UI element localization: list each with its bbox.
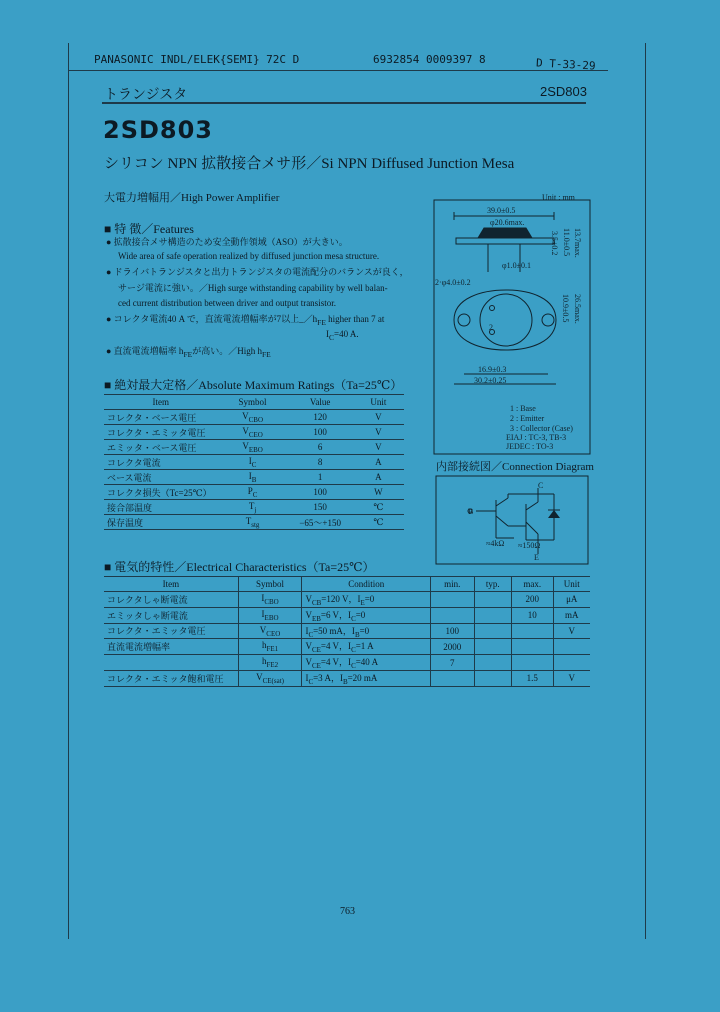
- item-cell: コレクタしゃ断電流: [104, 592, 238, 608]
- label-base: B: [468, 507, 474, 516]
- package-outline-drawing: [432, 198, 592, 456]
- symbol-cell: $V_{CEO}$: [238, 623, 302, 639]
- min-cell: [431, 670, 475, 686]
- label-collector: C: [538, 481, 544, 490]
- feature-3-line-1: ● コレクタ電流40 A で，直流電流増幅率が7以上$\_/h_{FE}$ higher than 7 at: [106, 314, 385, 327]
- flange-top: [454, 290, 556, 350]
- item-cell: ベース電流: [104, 470, 218, 485]
- unit-cell: μA: [553, 592, 590, 608]
- can-side: [478, 228, 532, 238]
- elec-row: [104, 670, 590, 686]
- elec-heading: ■ 電気的特性／Electrical Characteristics（Ta=25℃）: [104, 560, 375, 574]
- part-number-top: 2SD803: [540, 84, 587, 99]
- condition-cell: $V_{EB}=6$ V，$I_C=0$: [302, 607, 431, 623]
- unit-cell: V: [353, 410, 404, 425]
- condition-cell: $V_{CE}=4$ V，$I_C=1$ A: [302, 639, 431, 655]
- pkg-eiaj: EIAJ : TC-3, TB-3: [506, 433, 567, 442]
- feature-3-suffix: higher than 7 at: [328, 314, 385, 324]
- unit-cell: V: [353, 425, 404, 440]
- max-cell: [512, 639, 554, 655]
- label-r1: ≈4kΩ: [486, 539, 505, 548]
- unit-cell: ℃: [353, 500, 404, 515]
- item-cell: コレクタ・ベース電圧: [104, 410, 218, 425]
- maker-code: PANASONIC INDL/ELEK{SEMI} 72C D: [94, 53, 300, 66]
- elec-table: [104, 576, 590, 687]
- value-cell: 1: [288, 470, 353, 485]
- label-emitter: E: [534, 553, 539, 562]
- dim-hole-pitch: 16.9±0.3: [478, 365, 507, 374]
- dim-flange-len: 30.2±0.25: [474, 376, 507, 385]
- typ-cell: [474, 655, 511, 671]
- value-cell: −65～+150: [288, 515, 353, 530]
- col-item: Item: [104, 395, 218, 410]
- item-cell: コレクタ損失（Tc=25℃）: [104, 485, 218, 500]
- max-cell: 1.5: [512, 670, 554, 686]
- page-number: 763: [340, 906, 355, 917]
- min-cell: 7: [431, 655, 475, 671]
- abs-max-row: [104, 485, 404, 500]
- col-condition: Condition: [302, 577, 431, 592]
- symbol-cell: $h_{FE1}$: [238, 639, 302, 655]
- dim-pin-span: 10.9±0.5: [561, 294, 570, 323]
- symbol-cell: $I_B$: [218, 470, 288, 485]
- item-cell: 直流電流増幅率: [104, 639, 238, 655]
- max-cell: [512, 623, 554, 639]
- header-rule: [102, 102, 586, 104]
- item-cell: エミッタしゃ断電流: [104, 607, 238, 623]
- abs-max-row: [104, 470, 404, 485]
- feature-2-en-a: サージ電流に強い。／High surge withstanding capability by well balan-: [118, 283, 388, 293]
- unit-cell: V: [353, 440, 404, 455]
- application: 大電力増幅用／High Power Amplifier: [104, 192, 280, 204]
- dim-pin-dia: φ1.0±0.1: [502, 261, 532, 270]
- col-unit: Unit: [553, 577, 590, 592]
- elec-row: [104, 592, 590, 608]
- value-cell: 120: [288, 410, 353, 425]
- item-cell: 保存温度: [104, 515, 218, 530]
- lot-code: 6932854 0009397 8: [373, 53, 486, 66]
- min-cell: [431, 592, 475, 608]
- typ-cell: [474, 623, 511, 639]
- unit-label: Unit : mm: [542, 193, 575, 202]
- condition-cell: $I_C=3$ A，$I_B=20$ mA: [302, 670, 431, 686]
- unit-cell: V: [553, 623, 590, 639]
- abs-max-row: [104, 500, 404, 515]
- symbol-cell: $I_{EBO}$: [238, 607, 302, 623]
- item-cell: 接合部温度: [104, 500, 218, 515]
- pin-1: [490, 306, 495, 311]
- date-code: D T-33-29: [535, 56, 596, 73]
- max-cell: [512, 655, 554, 671]
- mount-hole-left: [458, 314, 470, 326]
- value-cell: 100: [288, 425, 353, 440]
- feature-2-en-b: ced current distribution between driver and output transistor.: [118, 298, 336, 308]
- feature-3-prefix: ● コレクタ電流40 A で，直流電流増幅率が7以上_／h: [106, 314, 318, 324]
- typ-cell: [474, 670, 511, 686]
- symbol-cell: $V_{CBO}$: [218, 410, 288, 425]
- item-cell: [104, 655, 238, 671]
- symbol-cell: $T_{stg}$: [218, 515, 288, 530]
- min-cell: [431, 607, 475, 623]
- typ-cell: [474, 592, 511, 608]
- features-heading: ■ 特 徴／Features: [104, 222, 194, 236]
- pin-collector: 3 : Collector (Case): [510, 424, 573, 433]
- unit-cell: A: [353, 470, 404, 485]
- max-cell: 200: [512, 592, 554, 608]
- elec-row: [104, 607, 590, 623]
- min-cell: 100: [431, 623, 475, 639]
- condition-cell: $V_{CE}=4$ V，$I_C=40$ A: [302, 655, 431, 671]
- part-number-title: 2SD803: [103, 116, 214, 144]
- value-cell: 150: [288, 500, 353, 515]
- pin-emitter: 2 : Emitter: [510, 414, 545, 423]
- col-value: Value: [288, 395, 353, 410]
- symbol-cell: $V_{CE(sat)}$: [238, 670, 302, 686]
- diode: [548, 510, 560, 518]
- col-symbol: Symbol: [238, 577, 302, 592]
- col-min: min.: [431, 577, 475, 592]
- value-cell: 6: [288, 440, 353, 455]
- pkg-jedec: JEDEC : TO-3: [506, 442, 554, 451]
- col-symbol: Symbol: [218, 395, 288, 410]
- item-cell: コレクタ・エミッタ飽和電圧: [104, 670, 238, 686]
- unit-cell: A: [353, 455, 404, 470]
- symbol-cell: $V_{CEO}$: [218, 425, 288, 440]
- feature-1-en: Wide area of safe operation realized by diffused junction mesa structure.: [118, 251, 380, 261]
- symbol-cell: $I_{CBO}$: [238, 592, 302, 608]
- abs-max-row: [104, 515, 404, 530]
- col-typ: typ.: [474, 577, 511, 592]
- unit-cell: ℃: [353, 515, 404, 530]
- connection-diagram: [434, 474, 590, 570]
- min-cell: 2000: [431, 639, 475, 655]
- abs-max-table: [104, 394, 404, 530]
- condition-cell: $V_{CB}=120$ V，$I_E=0$: [302, 592, 431, 608]
- pin-base: 1 : Base: [510, 404, 536, 413]
- abs-max-heading: ■ 絶対最大定格／Absolute Maximum Ratings（Ta=25℃）: [104, 378, 403, 392]
- catalog-header-strip: [68, 48, 608, 71]
- connection-heading: 内部接続図／Connection Diagram: [436, 461, 594, 473]
- dim-flange: 3.5±0.2: [550, 231, 559, 256]
- abs-max-row: [104, 455, 404, 470]
- symbol-cell: $h_{FE2}$: [238, 655, 302, 671]
- feature-3-line-2: $I_C=40$ A.: [326, 329, 359, 342]
- col-unit: Unit: [353, 395, 404, 410]
- dim-height: 11.0±0.5: [562, 228, 571, 257]
- abs-max-row: [104, 440, 404, 455]
- unit-cell: V: [553, 670, 590, 686]
- condition-cell: $I_C=50$ mA，$I_B=0$: [302, 623, 431, 639]
- col-item: Item: [104, 577, 238, 592]
- typ-cell: [474, 607, 511, 623]
- label-r2: ≈150Ω: [518, 541, 541, 550]
- item-cell: コレクタ・エミッタ電圧: [104, 623, 238, 639]
- value-cell: 100: [288, 485, 353, 500]
- item-cell: コレクタ電流: [104, 455, 218, 470]
- symbol-cell: $T_j$: [218, 500, 288, 515]
- elec-row: [104, 655, 590, 671]
- can-top: [480, 294, 532, 346]
- diagram-frame: [436, 476, 588, 564]
- unit-cell: [553, 655, 590, 671]
- category-label: トランジスタ: [104, 86, 188, 102]
- unit-cell: [553, 639, 590, 655]
- symbol-cell: $V_{EBO}$: [218, 440, 288, 455]
- dim-cap: φ20.6max.: [490, 218, 525, 227]
- dim-holes: 2·φ4.0±0.2: [435, 278, 471, 287]
- svg-text:2: 2: [489, 323, 493, 332]
- symbol-cell: $P_C$: [218, 485, 288, 500]
- col-max: max.: [512, 577, 554, 592]
- elec-row: [104, 639, 590, 655]
- typ-cell: [474, 639, 511, 655]
- flange-side: [456, 238, 554, 244]
- item-cell: コレクタ・エミッタ電圧: [104, 425, 218, 440]
- value-cell: 8: [288, 455, 353, 470]
- unit-cell: W: [353, 485, 404, 500]
- item-cell: エミッタ・ベース電圧: [104, 440, 218, 455]
- feature-4: ● 直流電流増幅率 $h_{FE}$が高い。／High $h_{FE}$: [106, 346, 271, 359]
- elec-row: [104, 623, 590, 639]
- dim-width: 39.0±0.5: [487, 206, 516, 215]
- symbol-cell: $I_C$: [218, 455, 288, 470]
- abs-max-row: [104, 410, 404, 425]
- dim-height-max: 13.7max.: [573, 228, 582, 258]
- mount-hole-right: [542, 314, 554, 326]
- max-cell: 10: [512, 607, 554, 623]
- subtitle: シリコン NPN 拡散接合メサ形／Si NPN Diffused Junction Mesa: [104, 156, 515, 172]
- abs-max-row: [104, 425, 404, 440]
- feature-1-jp: ● 拡散接合メサ構造のため安全動作領域（ASO）が大きい。: [106, 237, 348, 247]
- feature-2-jp: ● ドライバトランジスタと出力トランジスタの電流配分のバランスが良く，: [106, 267, 409, 277]
- dim-length: 26.5max.: [573, 294, 582, 324]
- unit-cell: mA: [553, 607, 590, 623]
